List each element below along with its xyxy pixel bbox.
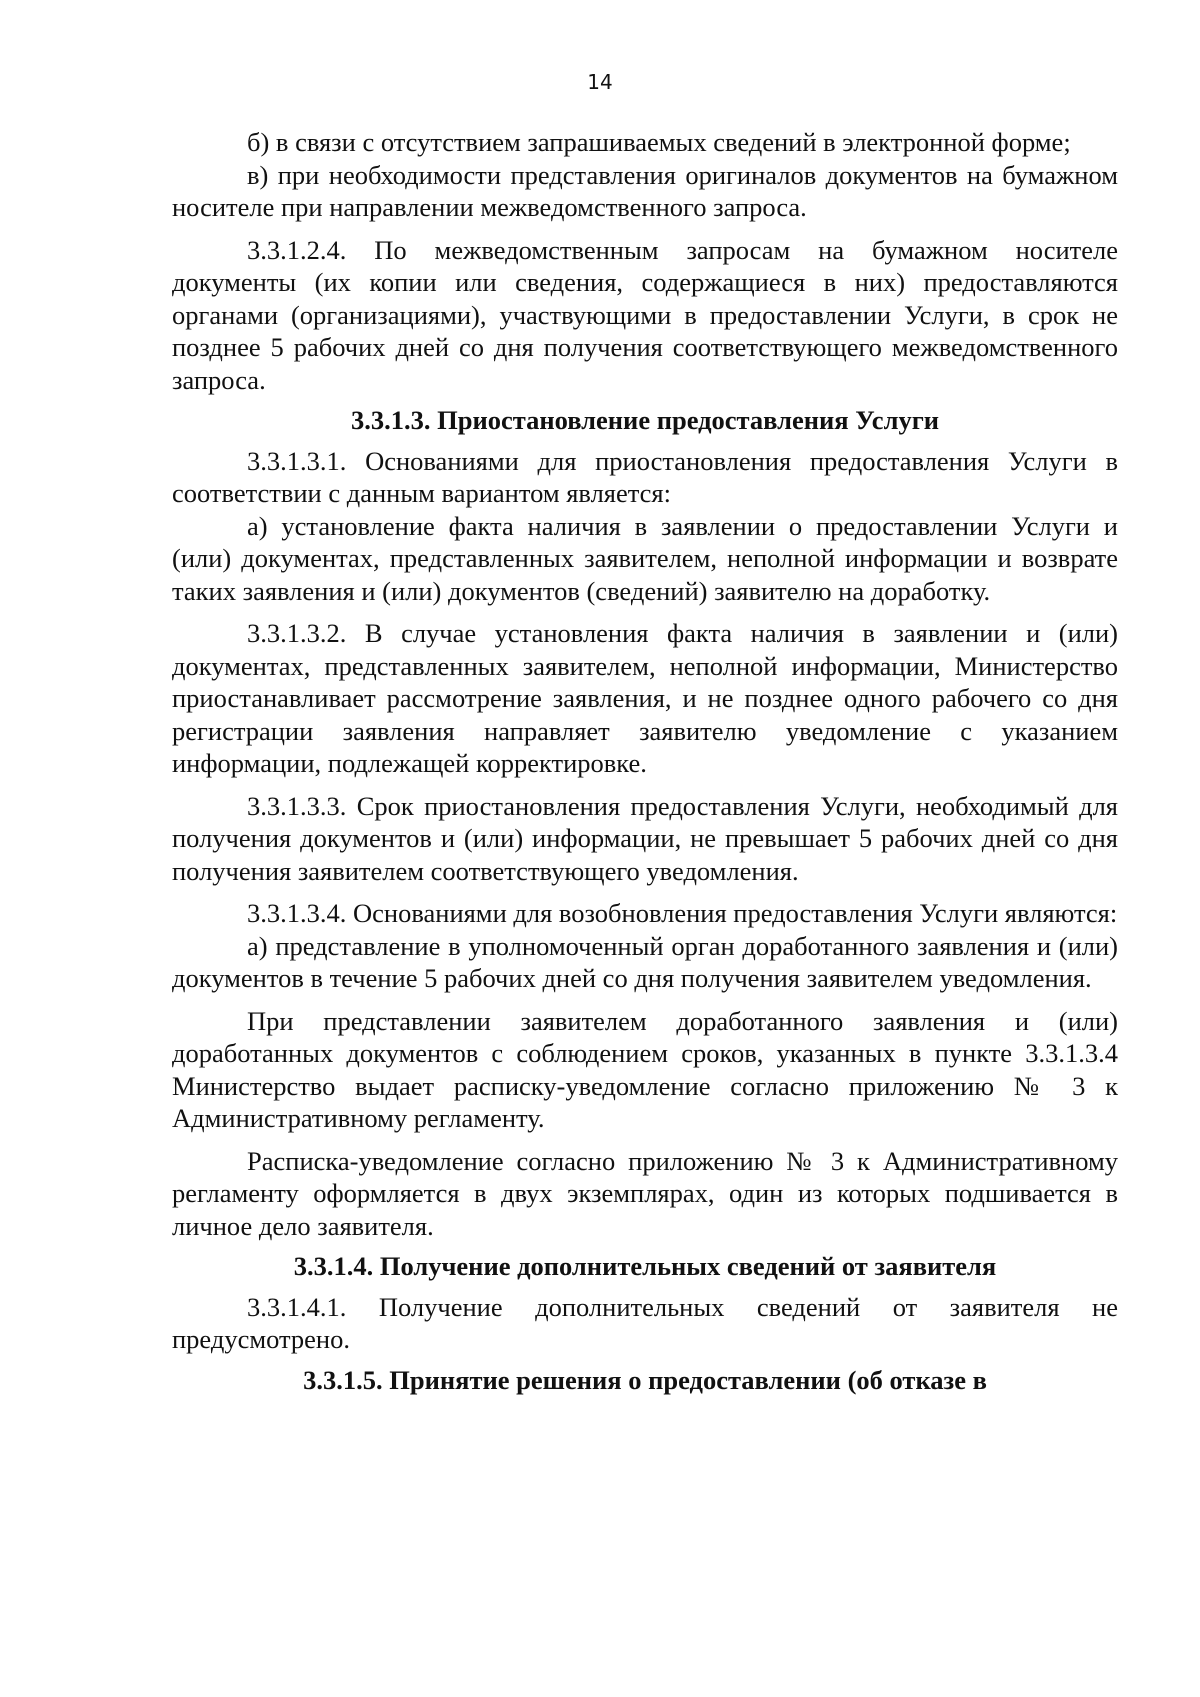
paragraph-item-a-1: а) установление факта наличия в заявлении о предоставлении Услуги и (или) документах, представленных заявителем, неполной информации и возврате таких заявления и (или) документов (сведений) заявителю на доработку. xyxy=(172,510,1118,606)
paragraph-3-3-1-3-2: 3.3.1.3.2. В случае установления факта наличия в заявлении и (или) документах, представленных заявителем, неполной информации, Министерство приостанавливает рассмотрение заявления, и не позднее одного рабочего со дня регистрации заявления направляет заявителю уведомление с указанием информации, подлежащей корректировке. xyxy=(172,618,1118,778)
document-body xyxy=(172,126,1118,1404)
paragraph-item-b: б) в связи с отсутствием запрашиваемых сведений в электронной форме; xyxy=(247,127,1071,157)
paragraph-3-3-1-4-1: 3.3.1.4.1. Получение дополнительных сведений от заявителя не предусмотрено. xyxy=(172,1291,1118,1354)
paragraph-3-3-1-2-4: 3.3.1.2.4. По межведомственным запросам на бумажном носителе документы (их копии или сведения, содержащиеся в них) предоставляются органами (организациями), участвующими в предоставлении Услуги, в срок не позднее 5 рабочих дней со дня получения соответствующего межведомственного запроса. xyxy=(172,234,1118,395)
paragraph-item-a-2: а) представление в уполномоченный орган доработанного заявления и (или) документов в течение 5 рабочих дней со дня получения заявителем уведомления. xyxy=(172,930,1118,993)
page-number: 14 xyxy=(587,70,613,94)
section-heading-3-3-1-4: 3.3.1.4. Получение дополнительных сведений от заявителя xyxy=(293,1251,997,1281)
paragraph-receipt-issue: При представлении заявителем доработанного заявления и (или) доработанных документов с соблюдением сроков, указанных в пункте 3.3.1.3.4 Министерство выдает расписку-уведомление согласно приложению № 3 к Административному регламенту. xyxy=(172,1005,1118,1133)
section-heading-3-3-1-3: 3.3.1.3. Приостановление предоставления Услуги xyxy=(350,405,939,435)
paragraph-3-3-1-3-4: 3.3.1.3.4. Основаниями для возобновления предоставления Услуги являются: xyxy=(247,898,1118,928)
section-heading-3-3-1-5: 3.3.1.5. Принятие решения о предоставлении (об отказе в xyxy=(303,1364,987,1395)
paragraph-3-3-1-3-1: 3.3.1.3.1. Основаниями для приостановления предоставления Услуги в соответствии с данным вариантом является: xyxy=(172,445,1118,508)
paragraph-item-v: в) при необходимости представления оригиналов документов на бумажном носителе при направлении межведомственного запроса. xyxy=(172,159,1118,222)
paragraph-receipt-copies: Расписка-уведомление согласно приложению № 3 к Административному регламенту оформляется в двух экземплярах, один из которых подшивается в личное дело заявителя. xyxy=(172,1145,1118,1241)
paragraph-3-3-1-3-3: 3.3.1.3.3. Срок приостановления предоставления Услуги, необходимый для получения документов и (или) информации, не превышает 5 рабочих дней со дня получения заявителем соответствующего уведомления. xyxy=(172,790,1118,886)
